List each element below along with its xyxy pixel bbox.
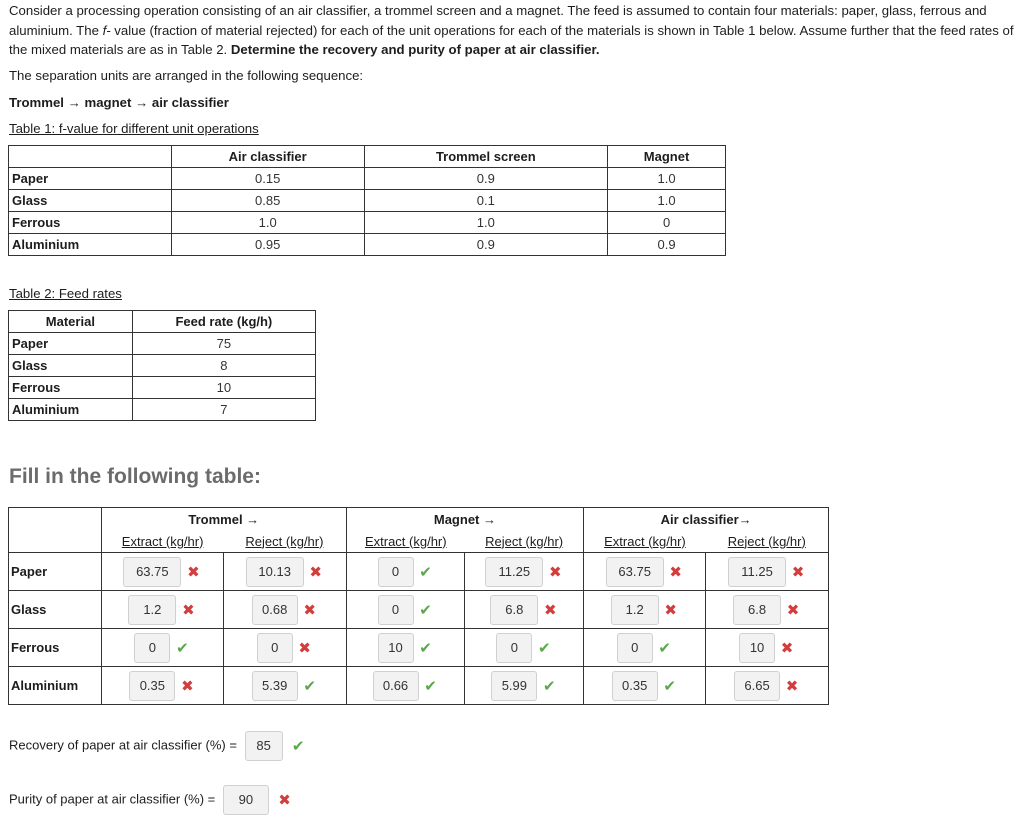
subheader-text: Reject (kg/hr)	[245, 533, 324, 549]
t2-cell: 10	[132, 377, 315, 399]
t1-cell: 1.0	[364, 212, 608, 234]
answer-input[interactable]: 6.65	[734, 671, 780, 701]
statement-text: Consider a processing operation consisting of an air classifier, a trommel screen and a magnet. The feed is assumed to contain four materials: paper, glass, ferrous and aluminium. The	[9, 3, 987, 38]
answer-cell	[223, 553, 346, 591]
t2-cell: 75	[132, 333, 315, 355]
sequence-intro: The separation units are arranged in the following sequence:	[9, 68, 364, 83]
fill-row-label: Aluminium	[9, 667, 102, 705]
t1-cell: 0.9	[608, 234, 726, 256]
answer-input[interactable]: 0	[617, 633, 653, 663]
t1-cell: 1.0	[171, 212, 364, 234]
fill-table	[8, 507, 829, 705]
check-icon: ✔	[176, 639, 189, 657]
subheader-text: Reject (kg/hr)	[727, 533, 806, 549]
check-icon: ✔	[658, 639, 671, 657]
cross-icon: ✖	[278, 792, 291, 809]
t1-row-label: Aluminium	[9, 234, 172, 256]
cross-icon: ✖	[187, 563, 200, 581]
subheader-reject	[223, 530, 346, 553]
t1-row-label: Glass	[9, 190, 172, 212]
t1-header-blank	[9, 146, 172, 168]
answer-input[interactable]: 63.75	[606, 557, 664, 587]
check-icon: ✔	[424, 677, 437, 695]
recovery-row	[9, 731, 306, 761]
t1-header-air: Air classifier	[171, 146, 364, 168]
subheader-extract	[584, 530, 706, 553]
t1-cell: 0.15	[171, 168, 364, 190]
answer-cell	[706, 553, 829, 591]
purity-label: Purity of paper at air classifier (%) =	[9, 791, 216, 807]
answer-input[interactable]: 0.68	[252, 595, 298, 625]
group-air-classifier: Air classifier→	[584, 508, 829, 531]
question-text: Determine the recovery and purity of paper at air classifier.	[230, 42, 600, 57]
answer-cell	[706, 629, 829, 667]
t1-cell: 0.9	[364, 168, 608, 190]
cross-icon: ✖	[309, 563, 322, 581]
t1-cell: 1.0	[608, 168, 726, 190]
fill-row-label: Paper	[9, 553, 102, 591]
t2-row-label: Ferrous	[9, 377, 133, 399]
cross-icon: ✖	[181, 677, 194, 695]
answer-input[interactable]: 0	[378, 557, 414, 587]
cross-icon: ✖	[791, 563, 805, 581]
check-icon: ✔	[543, 677, 556, 695]
table-row	[9, 629, 829, 667]
statement-text-2: value (fraction of material rejected) for each of the unit operations for each of the materials is shown in Table 1 below. Assume further that the feed rates of the mixed materials are as in Table 2.	[9, 22, 1014, 57]
cross-icon: ✖	[664, 601, 677, 619]
fill-row-label: Glass	[9, 591, 102, 629]
answer-input[interactable]: 0	[134, 633, 170, 663]
subheader-extract	[101, 530, 223, 553]
answer-cell	[584, 667, 706, 705]
answer-input[interactable]: 10	[739, 633, 775, 663]
table-feed-rates	[8, 310, 316, 421]
cross-icon: ✖	[786, 601, 800, 619]
cross-icon: ✖	[298, 639, 311, 657]
cross-icon: ✖	[549, 563, 562, 581]
purity-input[interactable]: 90	[223, 785, 269, 815]
t1-header-trommel: Trommel screen	[364, 146, 608, 168]
answer-input[interactable]: 1.2	[611, 595, 659, 625]
t1-cell: 0.1	[364, 190, 608, 212]
answer-input[interactable]: 0	[378, 595, 414, 625]
answer-cell	[465, 553, 584, 591]
answer-cell	[101, 629, 223, 667]
table-row	[9, 190, 726, 212]
answer-cell	[223, 667, 346, 705]
subheader-text: Extract (kg/hr)	[604, 533, 686, 549]
answer-cell	[465, 629, 584, 667]
table2-caption: Table 2: Feed rates	[9, 286, 122, 301]
answer-input[interactable]: 10	[378, 633, 414, 663]
answer-cell	[584, 553, 706, 591]
f-symbol: f-	[102, 22, 111, 38]
answer-cell	[101, 553, 223, 591]
answer-cell	[346, 553, 465, 591]
answer-input[interactable]: 0.35	[129, 671, 175, 701]
answer-cell	[706, 667, 829, 705]
answer-input[interactable]: 0.66	[373, 671, 419, 701]
check-icon: ✔	[538, 639, 551, 657]
answer-cell	[101, 667, 223, 705]
cross-icon: ✖	[780, 639, 794, 657]
table-row	[9, 553, 829, 591]
answer-input[interactable]: 11.25	[485, 557, 543, 587]
answer-input[interactable]: 0.35	[612, 671, 658, 701]
t1-cell: 0.9	[364, 234, 608, 256]
t1-cell: 0	[608, 212, 726, 234]
answer-input[interactable]: 11.25	[728, 557, 786, 587]
subheader-text: Reject (kg/hr)	[485, 533, 564, 549]
t1-cell: 1.0	[608, 190, 726, 212]
answer-cell	[346, 591, 465, 629]
cross-icon: ✖	[785, 677, 799, 695]
subheader-reject	[706, 530, 829, 553]
cross-icon: ✖	[303, 601, 316, 619]
answer-input[interactable]: 1.2	[128, 595, 176, 625]
check-icon: ✔	[663, 677, 676, 695]
check-icon: ✔	[419, 639, 432, 657]
answer-cell	[223, 629, 346, 667]
answer-input[interactable]: 63.75	[123, 557, 181, 587]
cross-icon: ✖	[544, 601, 557, 619]
answer-input[interactable]: 6.8	[490, 595, 538, 625]
subheader-reject	[465, 530, 584, 553]
table-row	[9, 591, 829, 629]
table-row	[9, 667, 829, 705]
table-row	[9, 168, 726, 190]
sequence: Trommel → magnet → air classifier	[9, 95, 229, 110]
subheader-text: Extract (kg/hr)	[364, 533, 447, 549]
fill-corner-sub	[9, 530, 102, 553]
recovery-label: Recovery of paper at air classifier (%) =	[9, 737, 237, 753]
fill-corner	[9, 508, 102, 531]
answer-input[interactable]: 5.99	[491, 671, 537, 701]
table-row	[9, 234, 726, 256]
table-row	[9, 377, 316, 399]
t1-cell: 0.85	[171, 190, 364, 212]
answer-cell	[706, 591, 829, 629]
fill-heading: Fill in the following table:	[9, 465, 261, 488]
table-row	[9, 212, 726, 234]
answer-cell	[346, 667, 465, 705]
cross-icon: ✖	[669, 563, 682, 581]
t2-cell: 8	[132, 355, 315, 377]
check-icon: ✔	[419, 563, 432, 581]
group-trommel: Trommel →	[101, 508, 346, 531]
fill-row-label: Ferrous	[9, 629, 102, 667]
t2-header-material: Material	[9, 311, 133, 333]
answer-cell	[465, 591, 584, 629]
answer-cell	[101, 591, 223, 629]
answer-cell	[584, 629, 706, 667]
problem-statement	[9, 1, 1019, 60]
cross-icon: ✖	[182, 601, 195, 619]
purity-row	[9, 785, 293, 815]
t2-row-label: Glass	[9, 355, 133, 377]
check-icon: ✔	[291, 738, 305, 755]
t2-cell: 7	[132, 399, 315, 421]
answer-input[interactable]: 0	[257, 633, 293, 663]
t1-row-label: Paper	[9, 168, 172, 190]
t1-header-magnet: Magnet	[608, 146, 726, 168]
t1-cell: 0.95	[171, 234, 364, 256]
table1-caption: Table 1: f-value for different unit operations	[9, 121, 259, 136]
table-row	[9, 399, 316, 421]
answer-input[interactable]: 10.13	[246, 557, 304, 587]
answer-input[interactable]: 0	[496, 633, 532, 663]
table-row	[9, 355, 316, 377]
answer-cell	[223, 591, 346, 629]
t2-row-label: Aluminium	[9, 399, 133, 421]
table-f-values	[8, 145, 726, 256]
check-icon: ✔	[303, 677, 316, 695]
group-magnet: Magnet →	[346, 508, 584, 531]
check-icon: ✔	[419, 601, 432, 619]
recovery-input[interactable]: 85	[245, 731, 283, 761]
answer-input[interactable]: 5.39	[252, 671, 298, 701]
answer-input[interactable]: 6.8	[733, 595, 781, 625]
answer-cell	[584, 591, 706, 629]
answer-cell	[465, 667, 584, 705]
table-row	[9, 333, 316, 355]
subheader-extract	[346, 530, 465, 553]
t2-header-feed: Feed rate (kg/h)	[132, 311, 315, 333]
t1-row-label: Ferrous	[9, 212, 172, 234]
t2-row-label: Paper	[9, 333, 133, 355]
subheader-text: Extract (kg/hr)	[121, 533, 204, 549]
answer-cell	[346, 629, 465, 667]
